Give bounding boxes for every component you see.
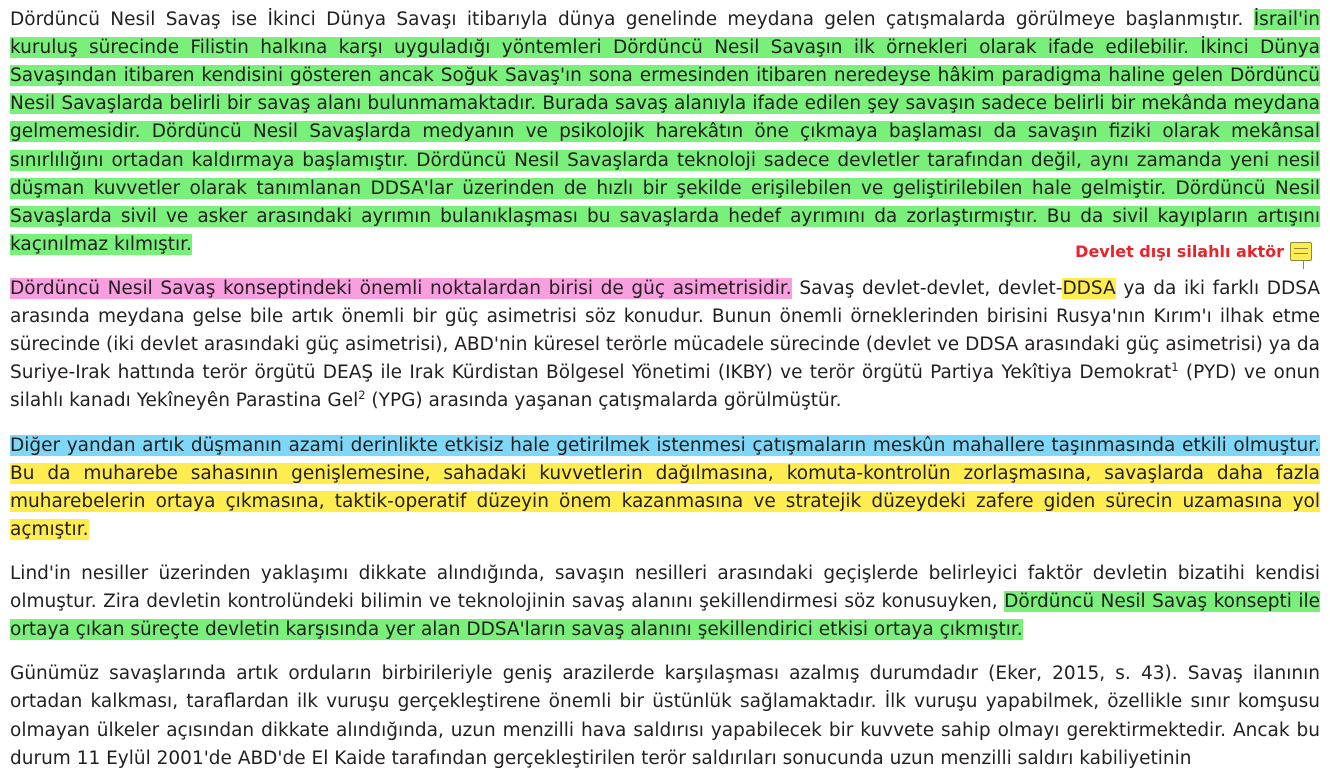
text-run: Dördüncü Nesil Savaş konsepti ile ortaya çıkan süreçte devletin karşısında yer alan DDSA'ların savaş alanını şekillendirici etkisi ortaya çıkmıştır. (10, 591, 1321, 641)
text-run: (YPG) arasında yaşanan çatışmalarda görülmüştür. (365, 390, 842, 412)
text-run: Günümüz savaşlarında artık orduların birbirileriyle geniş arazilerde karşılaşması azalmış durumdadır (Eker, 2015, s. 43). Savaş ilanının ortadan kalkması, taraflardan ilk vuruşu gerçekleştirene önemli bir üstünlük sağlamaktadır. İlk vuruşu yapabilmek, özellikle sınır komşusu olmayan ülkeler açısından dikkate alındığında, uzun menzilli hava saldırısı yapabilecek bir kuvvete sahip olmayı gerektirmektedir. Ancak bu durum 11 Eylül 2001'de ABD'de El Kaide tarafından gerçekleştirilen terör saldırıları sonucunda uzun menzilli saldırı kabiliyetinin (10, 663, 1320, 769)
text-run: İsrail'in kuruluş sürecinde Filistin halkına karşı uyguladığı yöntemleri Dördüncü Nesil Savaşın ilk örnekleri olarak ifade edilebilir. İkinci Dünya Savaşından itibaren kendisini gösteren ancak Soğuk Savaş'ın sona ermesinden itibaren neredeyse hâkim paradigma haline gelen Dördüncü Nesil Savaşlarda belirli bir savaş alanı bulunmamaktadır. Burada savaş alanıyla ifade edilen şey savaşın sadece belirli bir mekânda meydana gelmemesidir. Dördüncü Nesil Savaşlarda medyanın ve psikolojik harekâtın öne çıkmaya başlaması da savaşın fiziki olarak mekânsal sınırlılığını ortadan kaldırmaya başlamıştır. Dördüncü Nesil Savaşlarda teknoloji sadece devletler tarafından değil, aynı zamanda yeni nesil düşman kuvvetler olarak tanımlanan DDSA'lar üzerinden de hızlı bir şekilde erişilebilen ve geliştirilebilen hale gelmiştir. Dördüncü Nesil Savaşlarda sivil ve asker arasındaki ayrımın bulanıklaşması bu savaşlarda hedef ayrımını da zorlaştırmıştır. Bu da sivil kayıpların artışını kaçınılmaz kılmıştır. (10, 9, 1320, 255)
text-run: Dördüncü Nesil Savaş ise İkinci Dünya Savaşı itibarıyla dünya genelinde meydana gelen çatışmalarda görülmeye başlanmıştır. (10, 9, 1254, 30)
paragraph-1 (10, 6, 1320, 259)
text-run: Bu da muharebe sahasının genişlemesine, sahadaki kuvvetlerin dağılmasına, komuta-kontrolün zorlaşmasına, savaşlarda daha fazla muharebelerin ortaya çıkmasına, taktik-operatif düzeyin önem kazanmasına ve stratejik düzeydeki zafere giden sürecin uzamasına yol açmıştır. (10, 462, 1320, 540)
footnote-marker: 2 (358, 388, 366, 403)
text-run: ya da iki farklı DDSA arasında meydana gelse bile artık önemli bir güç asimetrisi söz konudur. Bunun önemli örneklerinden birisini Rusya'nın Kırım'ı ilhak etme sürecinde (iki devlet arasındaki güç asimetrisi), ABD'nin küresel terörle mücadele sürecinde (devlet ve DDSA arasındaki güç asimetrisi) ya da Suriye-Irak hattında terör örgütü DEAŞ ile Irak Kürdistan Bölgesel Yönetimi (IKBY) ve terör örgütü Partiya Yekîtiya Demokrat (10, 277, 1320, 384)
annotation-label: Devlet dışı silahlı aktör (1075, 242, 1284, 261)
text-run: Diğer yandan artık düşmanın azami derinlikte etkisiz hale getirilmek istenmesi çatışmaların meskûn mahallere taşınmasında etkili olmuştur. (10, 434, 1320, 456)
paragraph-2 (10, 275, 1320, 416)
text-run: Lind'in nesiller üzerinden yaklaşımı dikkate alındığında, savaşın nesilleri arasındaki geçişlerde belirleyici faktör devletin bizatihi kendisi olmuştur. Zira devletin kontrolündeki bilimin ve teknolojinin savaş alanını şekillendirmesi söz konusuyken, (10, 562, 1320, 613)
text-run: Dördüncü Nesil Savaş konseptindeki önemli noktalardan birisi de güç asimetrisidir. (10, 277, 792, 299)
text-run: (PYD) ve onun silahlı kanadı Yekîneyên Parastina Gel (10, 362, 1320, 412)
footnote-marker: 1 (1171, 360, 1179, 375)
paragraph-4 (10, 560, 1320, 644)
text-run: Savaş devlet-devlet, devlet- (791, 277, 1063, 299)
annotation-anchor-line (1303, 261, 1304, 269)
paragraph-5 (10, 660, 1320, 772)
text-run: DDSA (1062, 277, 1116, 299)
paragraph-3 (10, 432, 1320, 544)
